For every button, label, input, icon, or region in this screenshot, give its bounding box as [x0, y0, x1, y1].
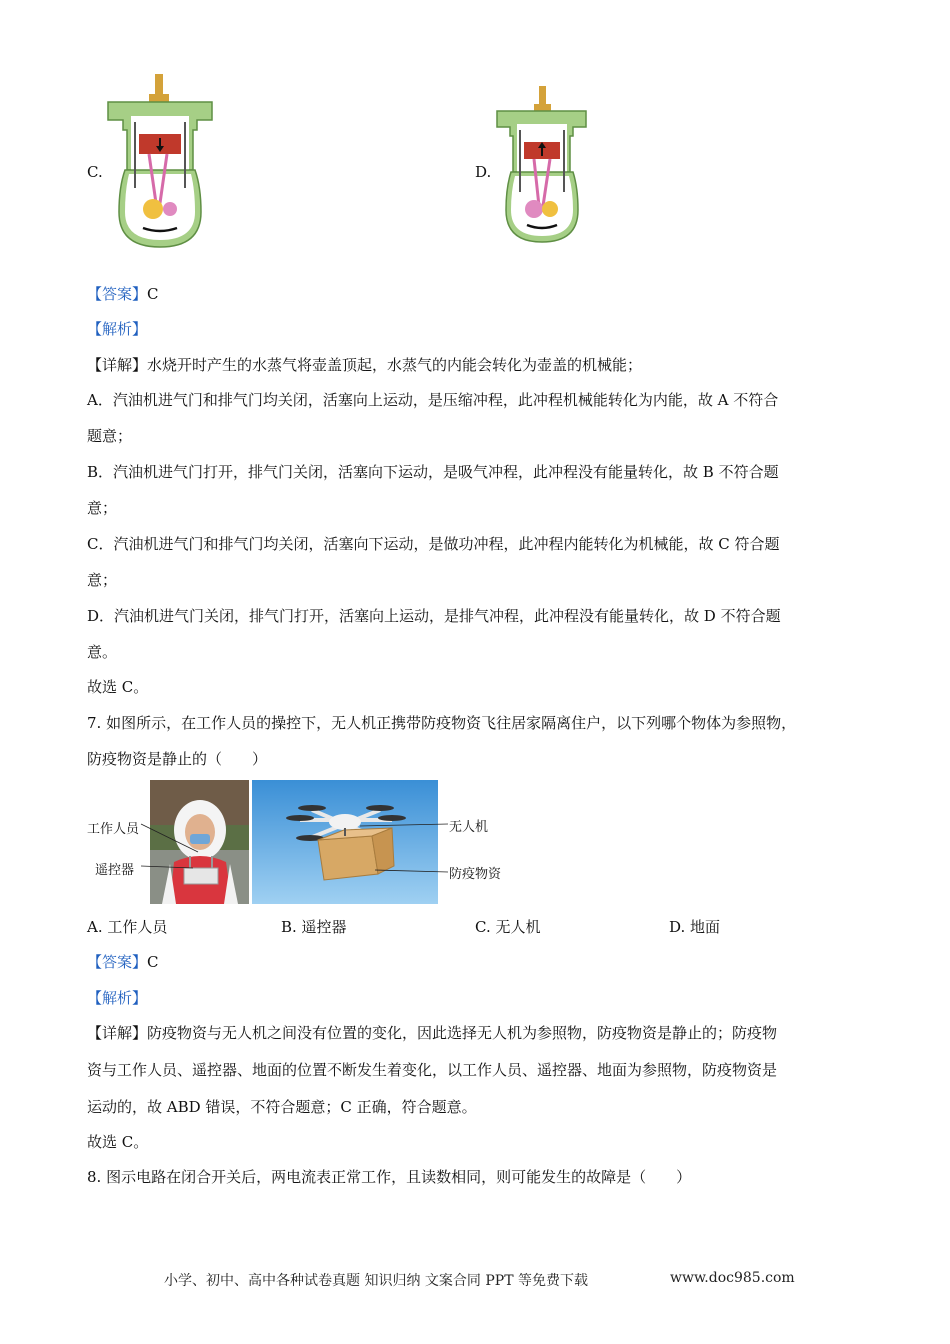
q7-stem-line1: 7. 如图所示，在工作人员的操控下，无人机正携带防疫物资飞往居家隔离住户，以下列哪个物体为参照物， [87, 714, 797, 732]
q7-option-b: B. 遥控器 [281, 918, 347, 936]
detail-tag: 【详解】 [87, 1024, 148, 1042]
q7-analysis-tag: 【解析】 [87, 989, 148, 1007]
q6-analysis-tag: 【解析】 [87, 320, 148, 338]
label-supplies: 防疫物资 [449, 867, 502, 882]
q7-option-c: C. 无人机 [475, 918, 541, 936]
engine-diagram-d [494, 84, 589, 246]
q7-conclusion: 故选 C。 [87, 1133, 149, 1151]
answer-value: C [147, 953, 159, 971]
q6-line-a1: A．汽油机进气门和排气门均关闭，活塞向上运动，是压缩冲程，此冲程机械能转化为内能，故 A 不符合 [87, 391, 779, 409]
q6-detail [87, 355, 642, 375]
q6-line-b1: B．汽油机进气门打开，排气门关闭，活塞向下运动，是吸气冲程，此冲程没有能量转化，故 B 不符合题 [87, 463, 779, 481]
q6-line-c2: 意； [87, 571, 118, 589]
label-drone: 无人机 [449, 820, 489, 835]
q6-line-c1: C．汽油机进气门和排气门均关闭，活塞向下运动，是做功冲程，此冲程内能转化为机械能，故 C 符合题 [87, 535, 780, 553]
q7-stem-line2: 防疫物资是静止的（ ） [87, 750, 268, 768]
q6-line-d2: 意。 [87, 643, 118, 661]
option-d-label: D. [475, 163, 492, 181]
q7-option-d: D. 地面 [669, 918, 721, 936]
answer-tag: 【答案】 [87, 953, 148, 971]
q7-detail-line2: 资与工作人员、遥控器、地面的位置不断发生着变化，以工作人员、遥控器、地面为参照物，防疫物资是 [87, 1061, 778, 1079]
q7-detail-line3: 运动的，故 ABD 错误，不符合题意；C 正确，符合题意。 [87, 1098, 477, 1116]
answer-value: C [147, 285, 159, 303]
q6-answer [87, 284, 159, 304]
q6-line-a2: 题意； [87, 427, 133, 445]
q7-option-a: A. 工作人员 [87, 918, 168, 936]
engine-diagram-c [105, 72, 215, 250]
q8-stem: 8. 图示电路在闭合开关后，两电流表正常工作，且读数相同，则可能发生的故障是（ ） [87, 1168, 692, 1186]
label-remote: 遥控器 [95, 863, 135, 878]
q7-answer [87, 952, 159, 972]
footer-url[interactable]: www.doc985.com [670, 1270, 795, 1286]
label-worker: 工作人员 [87, 822, 140, 837]
q7-detail-line1 [87, 1023, 777, 1043]
q6-line-d1: D．汽油机进气门关闭，排气门打开，活塞向上运动，是排气冲程，此冲程没有能量转化，故 D 不符合题 [87, 607, 781, 625]
q6-conclusion: 故选 C。 [87, 678, 149, 696]
footer-text: 小学、初中、高中各种试卷真题 知识归纳 文案合同 PPT 等免费下载 [164, 1273, 588, 1289]
detail-tag: 【详解】 [87, 356, 148, 374]
answer-tag: 【答案】 [87, 285, 148, 303]
option-c-label: C. [87, 163, 103, 181]
detail-text: 防疫物资与无人机之间没有位置的变化，因此选择无人机为参照物，防疫物资是静止的；防疫物 [147, 1024, 778, 1042]
detail-text: 水烧开时产生的水蒸气将壶盖顶起，水蒸气的内能会转化为壶盖的机械能； [147, 356, 643, 374]
q6-line-b2: 意； [87, 499, 118, 517]
